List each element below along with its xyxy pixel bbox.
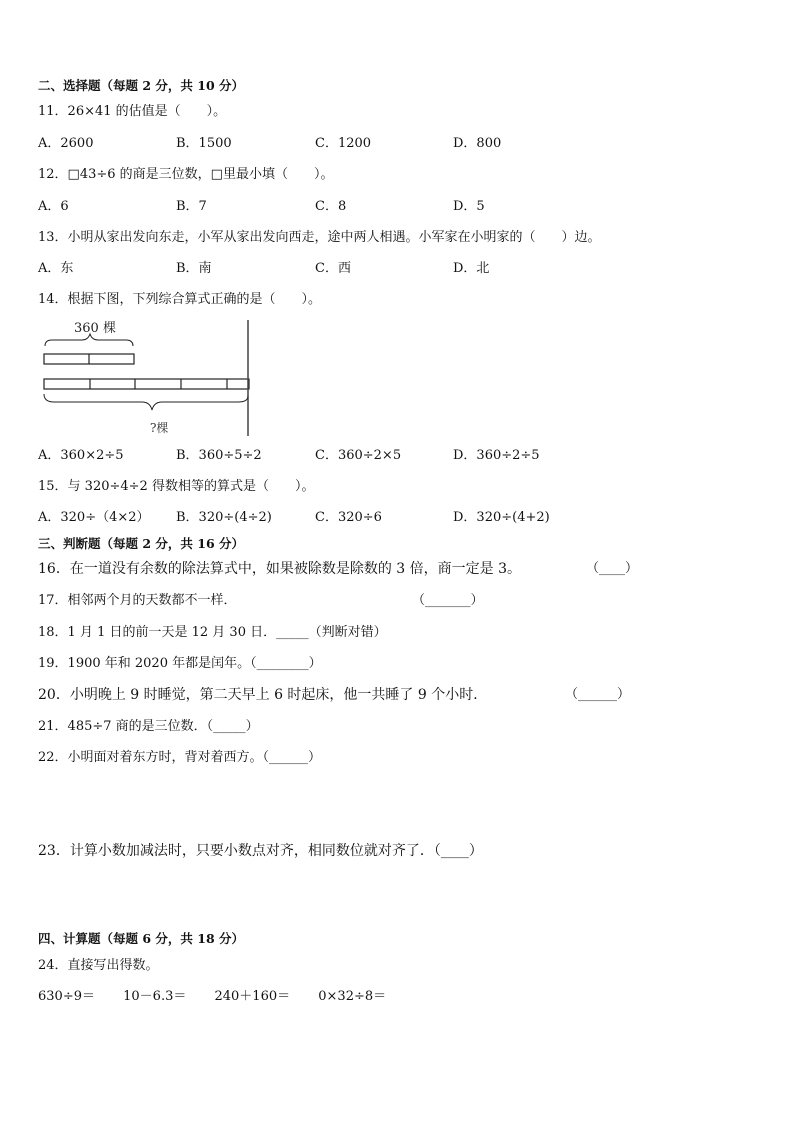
calc-item: 240＋160＝: [214, 989, 291, 1004]
diagram-label-bottom: ?棵: [150, 421, 169, 435]
calc-row: [38, 989, 410, 1005]
option-c: C．西: [315, 261, 351, 276]
option-b: B．360÷5÷2: [176, 448, 262, 463]
section-heading-judge: 三、判断题（每题 2 分，共 16 分）: [38, 536, 245, 551]
section-heading-choice: 二、选择题（每题 2 分，共 10 分）: [38, 78, 245, 93]
option-d: D．5: [453, 199, 485, 214]
question-15: 15．与 320÷4÷2 得数相等的算式是（ ）。: [38, 479, 315, 494]
top-brace: [45, 334, 133, 346]
question-22: 22．小明面对着东方时，背对着西方。（______）: [38, 750, 322, 765]
answer-blank: （____）: [586, 561, 639, 576]
question-20: 20．小明晚上 9 时睡觉，第二天早上 6 时起床，他一共睡了 9 个小时．: [38, 687, 488, 703]
answer-blank: （_______）: [412, 593, 484, 608]
bottom-bar: [44, 379, 249, 389]
calc-item: 10－6.3＝: [123, 989, 187, 1004]
option-a: A．6: [38, 199, 69, 214]
option-b: B．7: [176, 199, 207, 214]
option-b: B．320÷(4÷2): [176, 510, 272, 525]
option-a: A．2600: [38, 136, 94, 151]
calc-item: 630÷9＝: [38, 989, 95, 1004]
question-12: 12．□43÷6 的商是三位数，□里最小填（ ）。: [38, 167, 334, 182]
question-14: 14．根据下图，下列综合算式正确的是（ ）。: [38, 292, 322, 307]
option-d: D．320÷(4+2): [453, 510, 550, 525]
segment-diagram: [38, 316, 258, 440]
bottom-brace: [44, 394, 248, 410]
option-b: B．南: [176, 261, 212, 276]
option-c: C．320÷6: [315, 510, 382, 525]
question-11: 11．26×41 的估值是（ ）。: [38, 104, 227, 119]
section-heading-calc: 四、计算题（每题 6 分，共 18 分）: [38, 931, 245, 946]
question-23: 23．计算小数加减法时，只要小数点对齐，相同数位就对齐了．（____）: [38, 843, 483, 859]
answer-blank: （______）: [565, 687, 631, 702]
option-b: B．1500: [176, 136, 232, 151]
question-17: 17．相邻两个月的天数都不一样．: [38, 593, 237, 608]
option-a: A．320÷（4×2）: [38, 510, 150, 525]
question-16: 16．在一道没有余数的除法算式中，如果被除数是除数的 3 倍，商一定是 3。: [38, 561, 521, 577]
question-19: 19．1900 年和 2020 年都是闰年。（________）: [38, 656, 322, 671]
question-24: 24．直接写出得数。: [38, 958, 159, 973]
option-c: C．1200: [315, 136, 372, 151]
option-c: C．360÷2×5: [315, 448, 402, 463]
option-c: C．8: [315, 199, 347, 214]
question-18: 18．1 月 1 日的前一天是 12 月 30 日．_____（判断对错）: [38, 625, 387, 640]
calc-item: 0×32÷8＝: [318, 989, 387, 1004]
question-13: 13．小明从家出发向东走，小军从家出发向西走，途中两人相遇。小军家在小明家的（ ）边。: [38, 230, 601, 245]
option-d: D．800: [453, 136, 502, 151]
diagram-label-top: 360 棵: [74, 321, 116, 336]
option-a: A．东: [38, 261, 74, 276]
option-a: A．360×2÷5: [38, 448, 124, 463]
option-d: D．北: [453, 261, 490, 276]
option-d: D．360÷2÷5: [453, 448, 540, 463]
question-21: 21．485÷7 商的是三位数．（_____）: [38, 719, 259, 734]
